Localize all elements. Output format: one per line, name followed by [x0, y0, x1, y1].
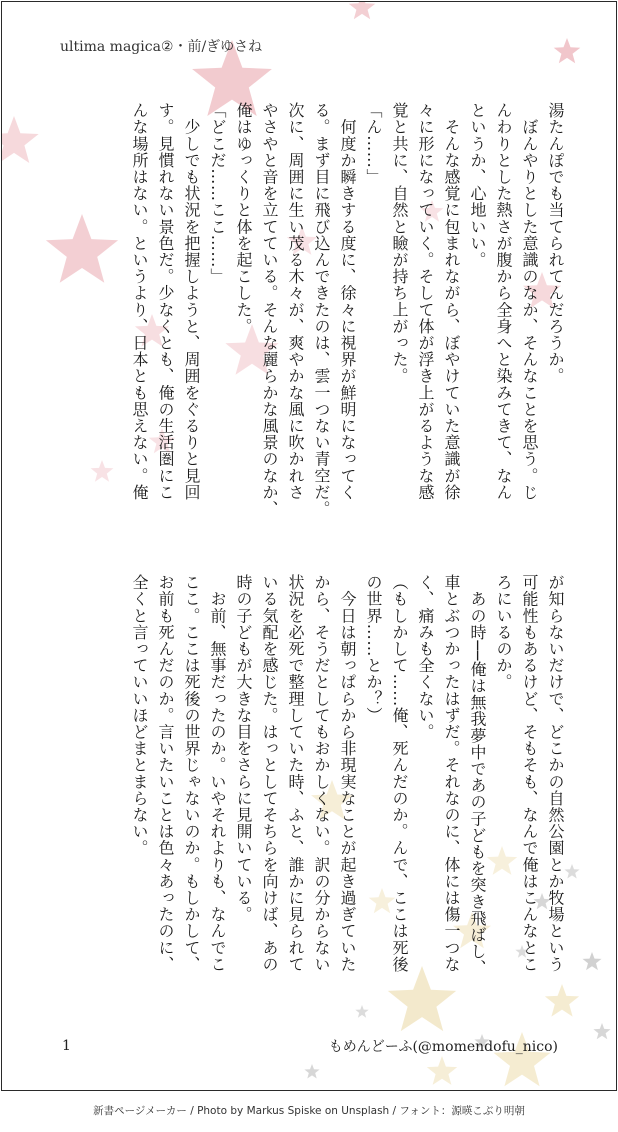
- maker-credit: 新書ページメーカー / Photo by Markus Spiske on Unsplash / フォント：源暎こぶり明朝: [93, 1105, 525, 1117]
- star-decoration: [593, 1023, 610, 1039]
- star-decoration: [304, 1064, 319, 1079]
- star-decoration: [554, 38, 581, 63]
- novel-page: [1, 1, 617, 1091]
- author-credit: もめんどーふ(@momendofu_nico): [328, 1039, 558, 1055]
- star-decoration: [355, 1005, 368, 1018]
- text-block-bottom: が知らないだけで、どこかの自然公園とか牧場という 可能性もあるけど、そもそも、なんで俺はこんなとこ ろにいるのか。 あの時──俺は無我夢中であの子どもを突き飛ばし、 車とぶつかったはずだ。それなのに、体には傷一つな く、痛みも全くない。 （もしかして……俺、死んだのか。んで、ここは死後 の世界……とか？） 今日は朝っぱらから非現実なことが起き過ぎていた から、そうだとしてもおかしくない。訳の分からない 状況を必死で整理していた時、ふと、誰かに見られて いる気配を感じた。はっとしてそちらを向けば、あの 時の子どもが大きな目をさらに見開いている。 お前、無事だったのか。いやそれよりも、なんでこ ここ。ここは死後の世界じゃないのか。もしかして、 お前も死んだのか。言いたいことは色々あったのに、 全くと言っていいほどまとまらない。: [130, 574, 565, 977]
- star-decoration: [583, 952, 602, 970]
- page-number: 1: [62, 1038, 71, 1054]
- star-decoration: [2, 116, 39, 163]
- star-decoration: [349, 2, 376, 19]
- text-block-top: 湯たんぽでも当てられてんだろうか。 ぼんやりとした意識のなか、そんなことを思う。じ んわりとした熱さが腹から全身へと染みてきて、なん というか、心地いい。 そんな感覚に包まれながら、ぼやけていた意識が徐 々に形になっていく。そして体が浮き上がるような感 覚と共に、自然と瞼が持ち上がった。 「ん……」 何度か瞬きする度に、徐々に視界が鮮明になってく る。まず目に飛び込んできたのは、雲一つない青空だ。 次に、周囲に生い茂る木々が、爽やかな風に吹かれさ やさやと音を立てている。そんな麗らかな風景のなか、 俺はゆっくりと体を起こした。 「どこだ……ここ……」 少しでも状況を把握しようと、周囲をぐるりと見回 す。見慣れない景色だ。少なくとも、俺の生活圏にこ んな場所はない。というより、日本とも思えない。俺: [130, 102, 565, 517]
- page-header-title: ultima magica②・前/ぎゆさね: [60, 39, 263, 55]
- star-decoration: [427, 1056, 457, 1085]
